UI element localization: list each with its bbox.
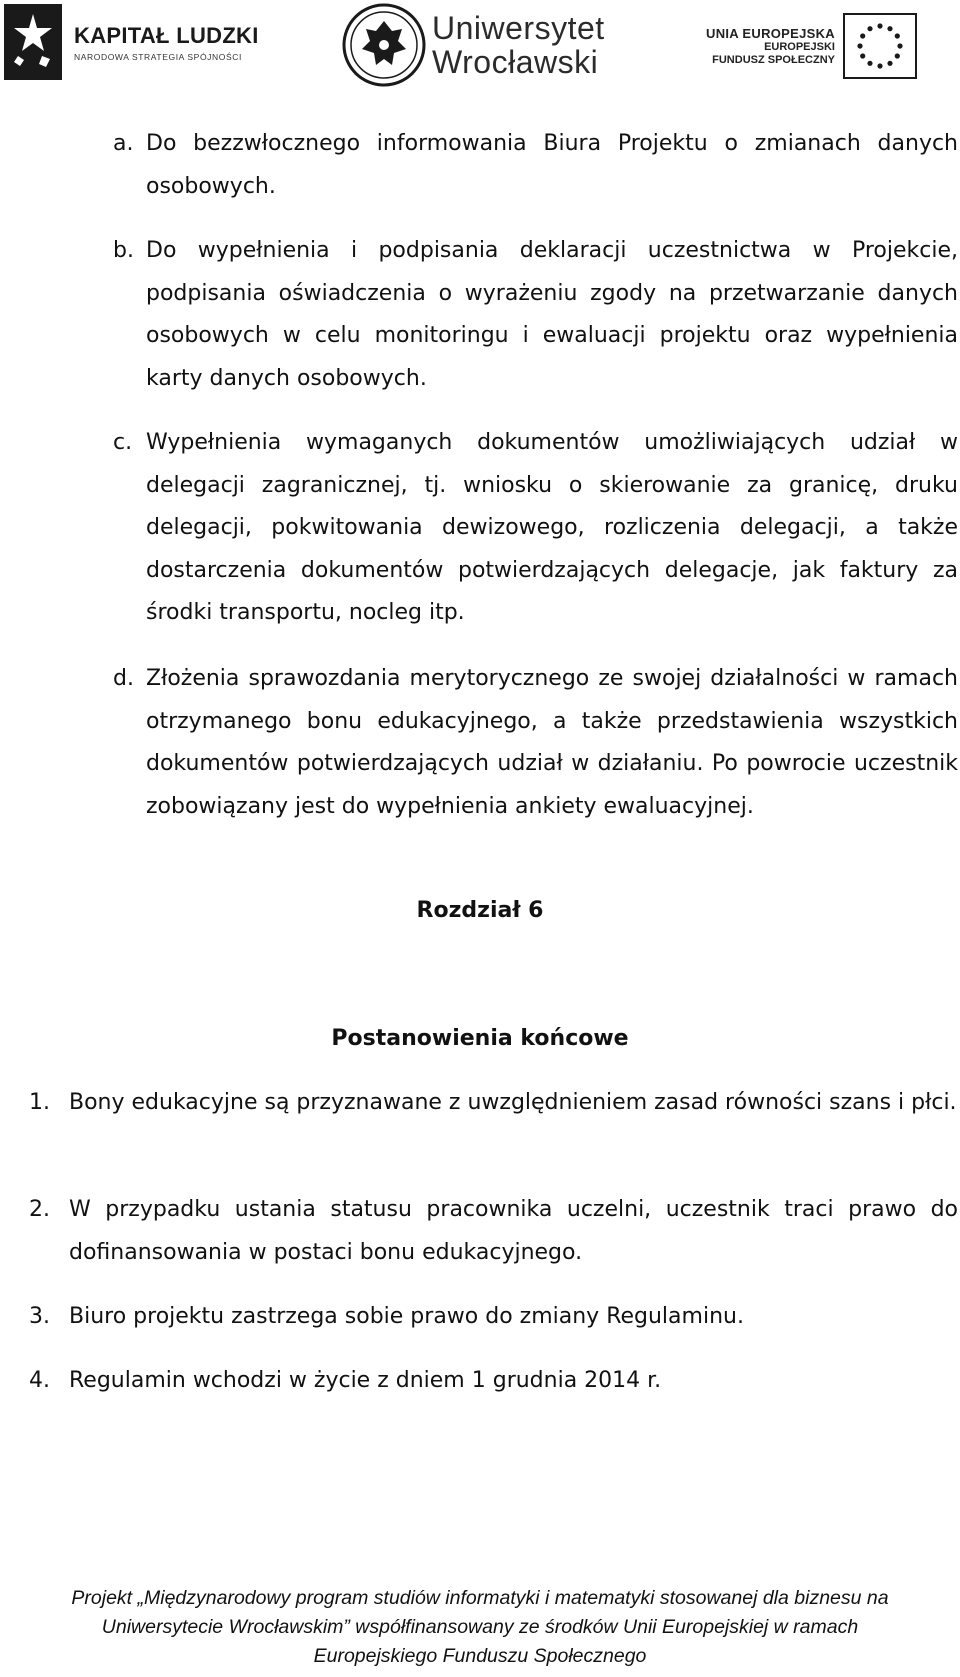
provision-number: 2. [29, 1197, 50, 1222]
obligation-item [113, 230, 958, 400]
eu-logo [706, 8, 917, 84]
eu-fund-line2: FUNDUSZ SPOŁECZNY [712, 53, 835, 66]
obligation-label: c. [113, 430, 133, 455]
provision-number: 4. [29, 1368, 50, 1393]
obligation-label: d. [113, 666, 134, 691]
obligation-item [113, 123, 958, 208]
provision-text: Regulamin wchodzi w życie z dniem 1 grudnia 2014 r. [69, 1368, 662, 1393]
kapital-ludzki-title: KAPITAŁ LUDZKI [74, 22, 259, 48]
university-name-line1: Uniwersytet [432, 10, 605, 46]
university-name-line2: Wrocławski [432, 44, 599, 80]
provision-text: Bony edukacyjne są przyznawane z uwzględnieniem zasad równości szans i płci. [69, 1090, 957, 1115]
provision-text: Biuro projektu zastrzega sobie prawo do zmiany Regulaminu. [69, 1304, 744, 1329]
university-seal-icon [342, 3, 426, 87]
eu-flag [843, 13, 917, 79]
obligation-text: Złożenia sprawozdania merytorycznego ze swojej działalności w ramach otrzymanego bonu edukacyjnego, a także przedstawienia wszystkich dokumentów potwierdzających udział w działaniu. Po powrocie uczestnik zobowiązany jest do wypełnienia ankiety ewaluacyjnej. [146, 666, 958, 819]
page-header [0, 0, 960, 96]
provision-item [29, 1296, 958, 1339]
obligation-label: a. [113, 131, 134, 156]
footer-line3: Europejskiego Funduszu Społecznego [313, 1645, 647, 1667]
provision-item [29, 1189, 958, 1274]
obligation-text: Do wypełnienia i podpisania deklaracji uczestnictwa w Projekcie, podpisania oświadczenia o wyrażeniu zgody na przetwarzanie danych osobowych w celu monitoringu i ewaluacji projektu oraz wypełnienia karty danych osobowych. [146, 238, 958, 391]
obligation-label: b. [113, 238, 134, 263]
chapter-title: Rozdział 6 [416, 898, 544, 923]
chapter-subtitle: Postanowienia końcowe [331, 1026, 629, 1051]
obligation-item [113, 422, 958, 635]
provision-item [29, 1082, 958, 1125]
footer-line2: Uniwersytecie Wrocławskim” współfinansowany ze środków Unii Europejskiej w ramach [101, 1616, 859, 1638]
provision-text: W przypadku ustania statusu pracownika uczelni, uczestnik traci prawo do dofinansowania w postaci bonu edukacyjnego. [69, 1197, 958, 1265]
page-footer [0, 1584, 960, 1671]
eu-stars-icon [851, 17, 909, 75]
eu-fund-line1: EUROPEJSKI [764, 40, 835, 53]
kapital-ludzki-logo [4, 2, 259, 82]
kapital-ludzki-subtitle: NARODOWA STRATEGIA SPÓJNOŚCI [74, 51, 242, 62]
footer-line1: Projekt „Międzynarodowy program studiów informatyki i matematyki stosowanej dla biznesu na [71, 1587, 889, 1609]
provision-item [29, 1360, 958, 1403]
provision-number: 3. [29, 1304, 50, 1329]
eu-title: UNIA EUROPEJSKA [706, 25, 835, 41]
kapital-ludzki-emblem-icon [4, 4, 62, 80]
provision-number: 1. [29, 1090, 50, 1115]
obligation-text: Do bezzwłocznego informowania Biura Projektu o zmianach danych osobowych. [146, 131, 958, 199]
university-logo [342, 2, 605, 88]
obligation-item [113, 658, 958, 828]
obligation-text: Wypełnienia wymaganych dokumentów umożliwiających udział w delegacji zagranicznej, tj. wniosku o skierowanie za granicę, druku delegacji, pokwitowania dewizowego, rozliczenia delegacji, a także dostarczenia dokumentów potwierdzających delegacje, jak faktury za środki transportu, nocleg itp. [146, 430, 958, 626]
